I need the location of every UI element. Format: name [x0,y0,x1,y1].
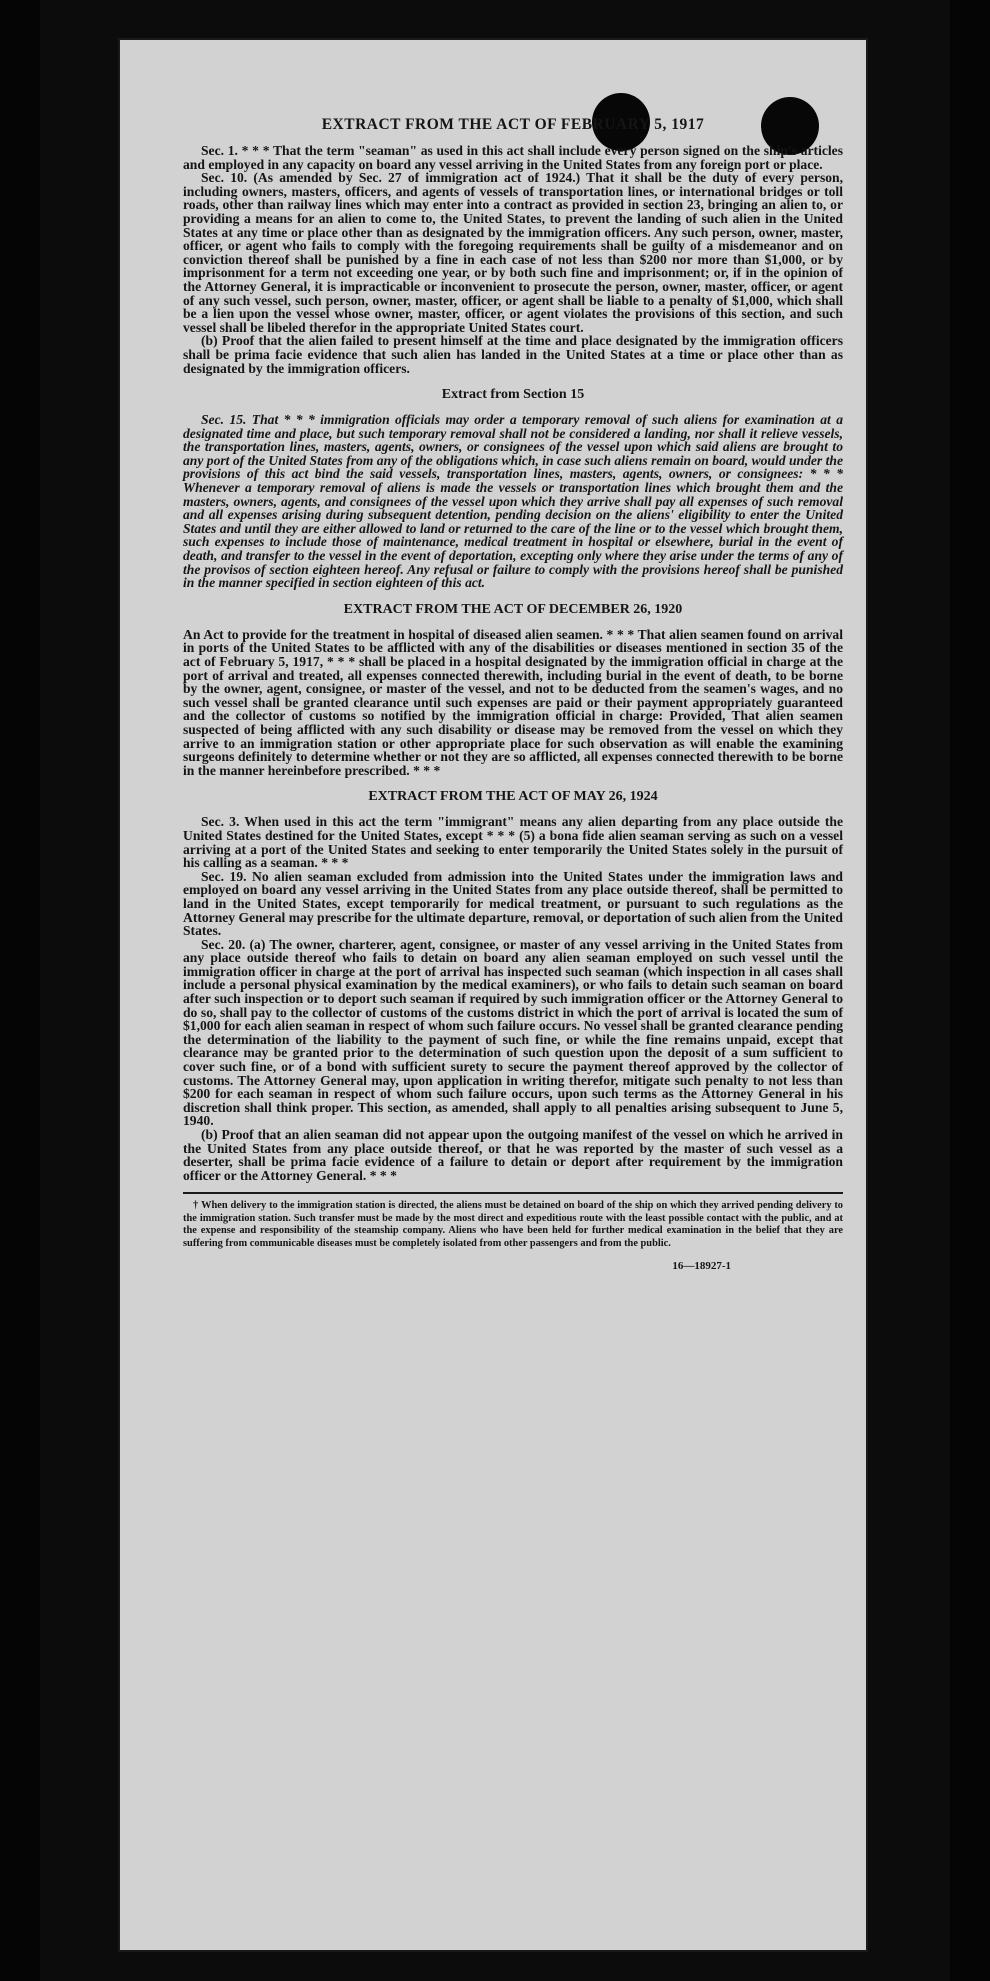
heading-act-1917: EXTRACT FROM THE ACT OF FEBRUARY 5, 1917 [321,116,705,133]
document-page [120,40,866,1950]
paragraph-sec15: Sec. 15. That * * * immigration officials may order a temporary removal of such aliens for examination at a designated time and place, but such temporary removal shall not be considered a landing, nor shall it relieve vessels, the transportation lines, masters, agents, owners, or consignees of the vessel upon which said aliens are brought to any port of the United States from any of the obligations which, in case such aliens remain on board, would under the provisions of this act bind the said vessels, transportation lines, masters, agents, owners, or consignees: * * * Whenever a temporary removal of aliens is made the vessels or transportation lines which brought them and the masters, owners, agents, and consignees of the vessel upon which they arrive shall pay all expenses of such removal and all expenses arising during subsequent detention, pending decision on the aliens' eligibility to enter the United States and until they are either allowed to land or returned to the care of the line or to the vessel which brought them, such expenses to include those of maintenance, medical treatment in hospital or elsewhere, burial in the event of death, and transfer to the vessel in the event of deportation, excepting only where they arise under the terms of any of the provisos of section eighteen hereof. Any refusal or failure to comply with the provisions hereof shall be punished in the manner specified in section eighteen of this act. [183,412,843,591]
heading-act-1924: EXTRACT FROM THE ACT OF MAY 26, 1924 [368,789,658,805]
scan-border-right [950,0,990,1981]
paragraph-sec3: Sec. 3. When used in this act the term "immigrant" means any alien departing from any place outside the United States destined for the United States, except * * * (5) a bona fide alien seaman serving as such on a vessel arriving at a port of the United States and seeking to enter temporarily the United States solely in the pursuit of his calling as a seaman. * * * [183,814,843,871]
heading-section-15: Extract from Section 15 [441,387,585,403]
paragraph-sec10b: (b) Proof that the alien failed to present himself at the time and place designated by the immigration officers shall be prima facie evidence that such alien has landed in the United States at a time or place other than as designated by the immigration officers. [183,333,843,376]
footnote-divider [183,1192,843,1194]
footnote: † When delivery to the immigration station is directed, the aliens must be detained on board of the ship on which they arrived pending delivery to the immigration station. Such transfer must be made by the most direct and expeditious route with the least possible contact with the public, and at the expense and responsibility of the steamship company. Aliens who have been held for further medical examination in the belief that they are suffering from communicable diseases must be completely isolated from other passengers and from the public. [183,1200,843,1249]
form-number: 16—18927-1 [672,1260,731,1272]
paragraph-sec20b: (b) Proof that an alien seaman did not appear upon the outgoing manifest of the vessel on which he arrived in the United States from any place outside thereof, or that he was reported by the master of such vessel as a deserter, shall be prima facie evidence of a failure to detain or deport after requirement by the immigration officer or the Attorney General. * * * [183,1127,843,1183]
scan-border-left [0,0,40,1981]
paragraph-sec10: Sec. 10. (As amended by Sec. 27 of immigration act of 1924.) That it shall be the duty of every person, including owners, masters, officers, and agents of vessels of transportation lines, or international bridges or toll roads, other than railway lines which may enter into a contract as provided in section 23, bringing an alien to, or providing a means for an alien to come to, the United States, to prevent the landing of such alien in the United States at any time or place other than as designated by the immigration officers. Any such person, owner, master, officer, or agent who fails to comply with the foregoing requirements shall be guilty of a misdemeanor and on conviction thereof shall be punished by a fine in each case of not less than $200 nor more than $1,000, or by imprisonment for a term not exceeding one year, or by both such fine and imprisonment; or, if in the opinion of the Attorney General, it is impracticable or inconvenient to prosecute the person, owner, master, officer, or agent of any such vessel, such person, owner, master, officer, or agent shall be liable to a penalty of $1,000, which shall be a lien upon the vessel whose owner, master, officer, or agent violates the provisions of this section, and such vessel shall be libeled therefor in the appropriate United States court. [183,170,843,335]
paragraph-act-1920: An Act to provide for the treatment in hospital of diseased alien seamen. * * * That alien seamen found on arrival in ports of the United States to be afflicted with any of the disabilities or diseases mentioned in section 35 of the act of February 5, 1917, * * * shall be placed in a hospital designated by the immigration official in charge at the port of arrival and treated, all expenses connected therewith, including burial in the event of death, to be borne by the owner, agent, consignee, or master of the vessel, and not to be deducted from the seamen's wages, and no such vessel shall be granted clearance until such expenses are paid or their payment appropriately guaranteed and the collector of customs so notified by the immigration official in charge: Provided, That alien seamen suspected of being afflicted with any such disability or disease may be removed from the vessel on which they arrive to an immigration station or other appropriate place for such observation as will enable the examining surgeons definitely to determine whether or not they are so afflicted, all expenses connected therewith to be borne in the manner hereinbefore prescribed. * * * [183,626,843,778]
document-body [183,116,843,1272]
paragraph-sec20: Sec. 20. (a) The owner, charterer, agent, consignee, or master of any vessel arriving in the United States from any place outside thereof who fails to detain on board any alien seaman employed on such vessel until the immigration officer in charge at the port of arrival has inspected such seaman (which inspection in all cases shall include a personal physical examination by the medical examiners), or who fails to detain such seaman on board after such inspection or to deport such seaman if required by such immigration officer or the Attorney General to do so, shall pay to the collector of customs of the customs district in which the port of arrival is located the sum of $1,000 for each alien seaman in respect of whom such failure occurs. No vessel shall be granted clearance pending the determination of the liability to the payment of such fine, or while the fine remains unpaid, except that clearance may be granted prior to the determination of such question upon the deposit of a sum sufficient to cover such fine, or of a bond with sufficient surety to secure the payment thereof approved by the collector of customs. The Attorney General may, upon application in writing therefor, mitigate such penalty to not less than $200 for each seaman in respect of whom such failure occurs, upon such terms as the Attorney General in his discretion shall think proper. This section, as amended, shall apply to all penalties arising subsequent to June 5, 1940. [183,936,843,1129]
heading-act-1920: EXTRACT FROM THE ACT OF DECEMBER 26, 1920 [343,601,683,617]
paragraph-sec1: Sec. 1. * * * That the term "seaman" as used in this act shall include every person signed on the ship's articles and employed in any capacity on board any vessel arriving in the United States from any foreign port or place. [183,143,843,172]
paragraph-sec19: Sec. 19. No alien seaman excluded from admission into the United States under the immigration laws and employed on board any vessel arriving in the United States from any place outside thereof, shall be permitted to land in the United States, except temporarily for medical treatment, or pursuant to such regulations as the Attorney General may prescribe for the ultimate departure, removal, or deportation of such alien from the United States. [183,868,843,939]
